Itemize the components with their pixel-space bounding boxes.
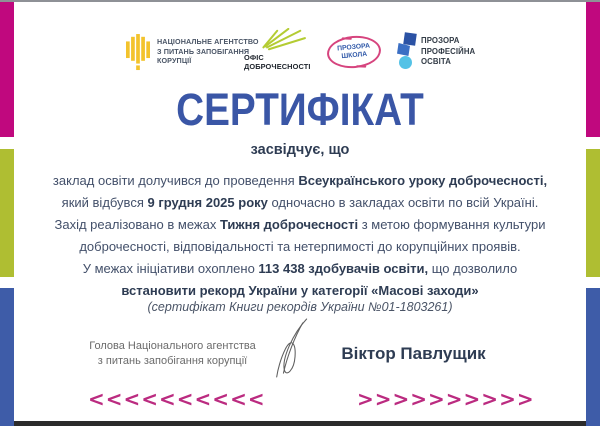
paragraph-week: Захід реалізовано в межах Тижня доброчесності з метою формування культури доброчесності, відповідальності та нетерпимості до корупційних проявів. — [54, 217, 546, 254]
signer-name: Віктор Павлущик — [341, 344, 486, 363]
school-badge-mark-top — [342, 37, 352, 39]
chevrons-left-icon: <<<<<<<<<< — [88, 387, 266, 411]
transparent-vocational-education-logo — [396, 33, 475, 71]
left-border-lime — [0, 149, 14, 277]
school-logo-text — [337, 43, 371, 61]
certificate-title: СЕРТИФІКАТ — [176, 84, 424, 135]
left-border-blue — [0, 288, 14, 426]
nazk-logo — [126, 34, 259, 76]
right-border-blue — [586, 288, 600, 426]
school-line-2: ШКОЛА — [341, 50, 368, 61]
osvita-shapes-icon — [396, 33, 418, 71]
nazk-line-1: НАЦІОНАЛЬНЕ АГЕНТСТВО — [157, 37, 259, 46]
nazk-trident-icon — [126, 34, 150, 76]
osvita-line-2: ПРОФЕСІЙНА — [421, 46, 476, 56]
signature-icon — [268, 316, 324, 385]
paragraph-record: У межах ініціативи охоплено 113 438 здобувачів освіти, що дозволило встановити рекорд України у категорії «Масові заходи» — [82, 261, 518, 298]
nazk-line-2: З ПИТАНЬ ЗАПОБІГАННЯ — [157, 46, 250, 56]
school-badge-mark-bottom — [356, 65, 366, 67]
osvita-line-1: ПРОЗОРА — [421, 36, 460, 45]
right-border-lime — [586, 149, 600, 277]
signer-role: Голова Національного агентства з питань запобігання корупції — [89, 340, 256, 367]
office-line-1: ОФІС — [244, 53, 264, 62]
integrity-office-logo — [244, 28, 316, 76]
transparent-school-logo — [326, 34, 383, 71]
osvita-line-3: ОСВІТА — [421, 57, 451, 66]
chevrons-right-icon: >>>>>>>>>> — [357, 387, 535, 411]
certificate-subtitle: засвідчує, що — [250, 142, 350, 158]
top-border-line — [0, 0, 600, 2]
school-line-1: ПРОЗОРА — [336, 43, 371, 53]
paragraph-event: заклад освіти долучився до проведення Всеукраїнського уроку доброчесності, який відбувся 9 грудня 2025 року одночасно в закладах освіти по всій Україні. — [52, 173, 548, 210]
osvita-logo-text — [421, 33, 475, 71]
bottom-border-bar — [14, 421, 586, 426]
record-book-note: (сертифікат Книги рекордів України №01-1803261) — [147, 300, 453, 314]
nazk-line-3: КОРУПЦІЇ — [157, 56, 192, 65]
office-logo-text — [244, 54, 310, 71]
office-line-2: ДОБРОЧЕСНОСТІ — [244, 61, 311, 71]
